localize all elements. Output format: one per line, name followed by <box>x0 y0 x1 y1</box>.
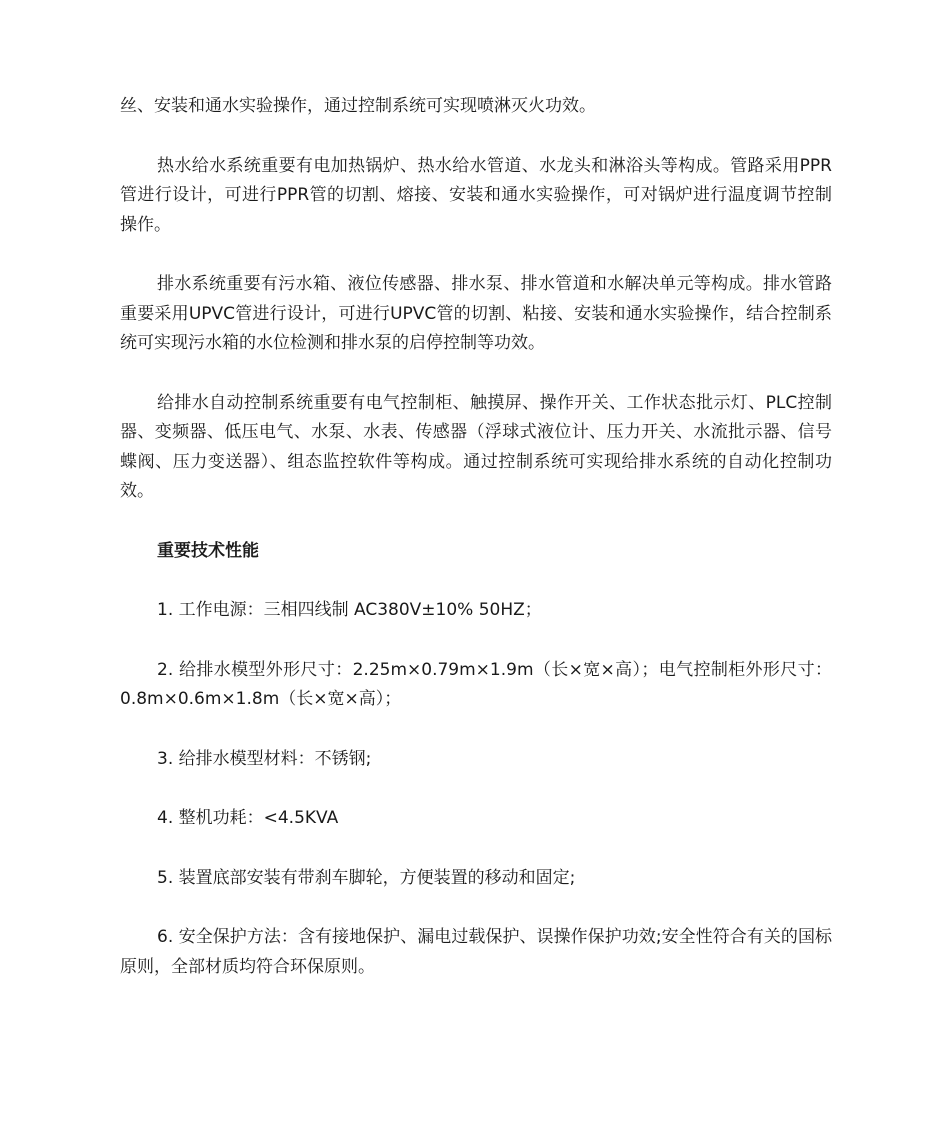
spec-item-1: 1. 工作电源：三相四线制 AC380V±10% 50HZ； <box>157 600 542 620</box>
paragraph-auto-control-system: 给排水自动控制系统重要有电气控制柜、触摸屏、操作开关、工作状态批示灯、PLC控制器、变频器、低压电气、水泵、水表、传感器（浮球式液位计、压力开关、水流批示器、信号蝶阀、压力变送器）、组态监控软件等构成。通过控制系统可实现给排水系统的自动化控制功效。 <box>120 392 832 501</box>
spec-item-2: 2. 给排水模型外形尺寸：2.25m×0.79m×1.9m（长×宽×高）；电气控制柜外形尺寸：0.8m×0.6m×1.8m（长×宽×高）； <box>120 659 832 709</box>
spec-item-4: 4. 整机功耗：<4.5KVA <box>157 808 339 828</box>
paragraph-drainage-system: 排水系统重要有污水箱、液位传感器、排水泵、排水管道和水解决单元等构成。排水管路重要采用UPVC管进行设计，可进行UPVC管的切割、粘接、安装和通水实验操作，结合控制系统可实现污水箱的水位检测和排水泵的启停控制等功效。 <box>120 274 832 353</box>
spec-item-3: 3. 给排水模型材料：不锈钢; <box>157 748 372 769</box>
spec-item-6: 6. 安全保护方法：含有接地保护、漏电过载保护、误操作保护功效;安全性符合有关的国标原则，全部材质均符合环保原则。 <box>120 927 832 977</box>
section-heading: 重要技术性能 <box>157 540 259 561</box>
document-page <box>120 92 832 1012</box>
spec-item-5: 5. 装置底部安装有带刹车脚轮，方便装置的移动和固定; <box>157 867 576 888</box>
paragraph-continuation: 丝、安装和通水实验操作，通过控制系统可实现喷淋灭火功效。 <box>120 96 596 116</box>
paragraph-hot-water-system: 热水给水系统重要有电加热锅炉、热水给水管道、水龙头和淋浴头等构成。管路采用PPR管进行设计，可进行PPR管的切割、熔接、安装和通水实验操作，可对锅炉进行温度调节控制操作。 <box>120 155 832 235</box>
